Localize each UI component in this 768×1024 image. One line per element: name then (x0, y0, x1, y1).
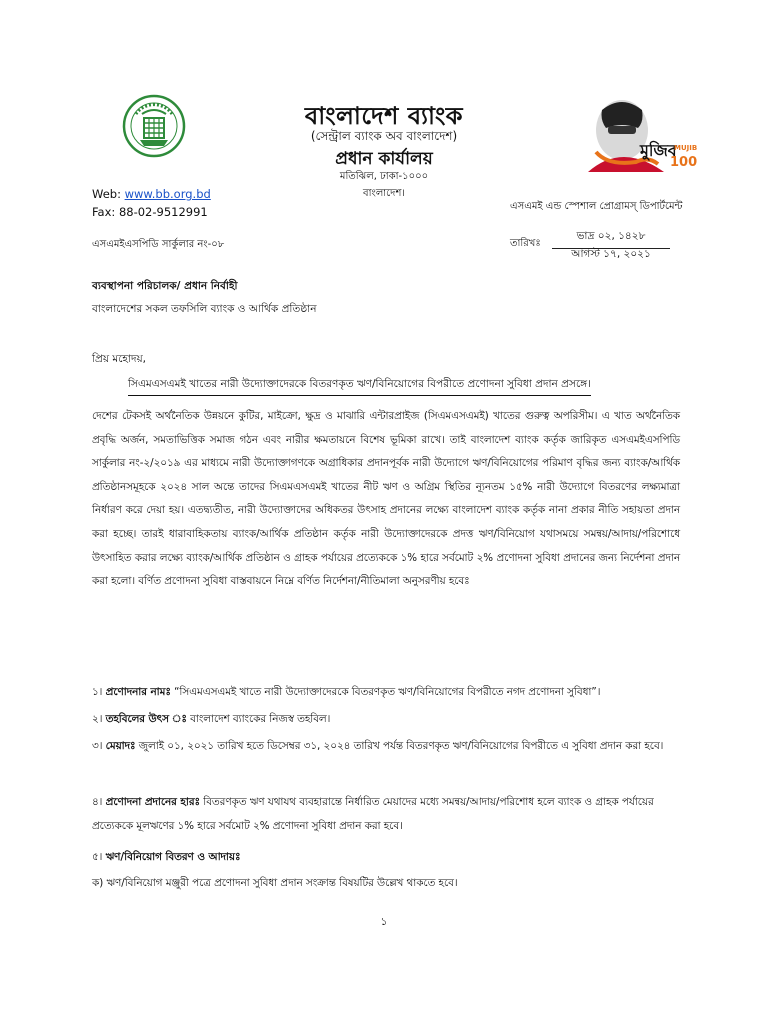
bank-name-title: বাংলাদেশ ব্যাংক (304, 102, 464, 130)
list-item (92, 735, 682, 759)
item-text: জুলাই ০১, ২০২১ তারিখ হতে ডিসেম্বর ৩১, ২০২৪ তারিখ পর্যন্ত বিতরণকৃত ঋণ/বিনিয়োগের বিপরীতে এ সুবিধা প্রদান করা হবে। (135, 740, 664, 752)
list-item (92, 791, 682, 838)
list-item (92, 846, 682, 870)
address-line-2: বাংলাদেশ। (363, 188, 405, 199)
item-label: প্রণোদনা প্রদানের হারঃ (105, 796, 200, 808)
item-label: মেয়াদঃ (105, 740, 136, 752)
salutation: প্রিয় মহোদয়, (92, 353, 147, 365)
body-paragraph: দেশের টেকসই অর্থনৈতিক উন্নয়নে কুটির, মাইক্রো, ক্ষুদ্র ও মাঝারি এন্টারপ্রাইজ (সিএমএসএমই) খাতের গুরুত্ব অপরিসীম। এ খাত অর্থনৈতিক প্রবৃদ্ধি অর্জন, সমতাভিত্তিক সমাজ গঠন এবং নারীর ক্ষমতায়নে বিশেষ ভূমিকা রাখে। তাই বাংলাদেশ ব্যাংক কর্তৃক জারিকৃত এসএমইএসপিডি সার্কুলার নং-২/২০১৯ এর মাধ্যমে নারী উদ্যোক্তাগণকে অগ্রাধিকার প্রদানপূর্বক নারী উদ্যোগে ঋণ/বিনিয়োগের পরিমাণ বৃদ্ধির জন্য ব্যাংক/আর্থিক প্রতিষ্ঠানসমূহকে ২০২৪ সাল অন্তে তাদের সিএমএসএমই খাতের নীট ঋণ ও অগ্রিম স্থিতির ন্যূনতম ১৫% নারী উদ্যোগে বিতরণের লক্ষ্যমাত্রা নির্ধারণ করে দেয়া হয়। এতদ্ব্যতীত, নারী উদ্যোক্তাদের অধিকতর উৎসাহ প্রদানের লক্ষ্যে বাংলাদেশ ব্যাংক কর্তৃক নানা প্রকার নীতি সহায়তা প্রদান করা হচ্ছে। তারই ধারাবাহিকতায় ব্যাংক/আর্থিক প্রতিষ্ঠান কর্তৃক নারী উদ্যোক্তাদেরকে প্রদত্ত ঋণ/বিনিয়োগ যথাসময়ে সমন্বয়/আদায়/পরিশোধে উৎসাহিত করার লক্ষ্যে ব্যাংক/আর্থিক প্রতিষ্ঠান ও গ্রাহক পর্যায়ের প্রত্যেককে ১% হারে সর্বমোট ২% প্রণোদনা সুবিধা প্রদানের জন্য নির্দেশনা প্রদান করা হলো। বর্ণিত প্রণোদনা সুবিধা বাস্তবায়নে নিম্নে বর্ণিত নির্দেশনা/নীতিমালা অনুসরণীয় হবেঃ (92, 410, 680, 588)
item-number: ৫। (92, 851, 103, 863)
list-item (92, 681, 682, 705)
item-text: “সিএমএসএমই খাতে নারী উদ্যোক্তাদেরকে বিতরণকৃত ঋণ/বিনিয়োগের বিপরীতে নগদ প্রণোদনা সুবিধা”। (170, 686, 601, 698)
department-name: এসএমই এন্ড স্পেশাল প্রোগ্রামস্‌ ডিপার্টমেন্ট (510, 201, 683, 212)
svg-text:100: 100 (670, 155, 698, 170)
item-label: প্রণোদনার নামঃ (105, 686, 171, 698)
item-text: ঋণ/বিনিয়োগ মঞ্জুরী পত্রে প্রণোদনা সুবিধা প্রদান সংক্রান্ত বিষয়টির উল্লেখ থাকতে হবে। (106, 877, 458, 889)
item-number: ১। (92, 686, 103, 698)
website-link[interactable]: www.bb.org.bd (124, 187, 211, 201)
bank-name-subtitle: (সেন্ট্রাল ব্যাংক অব বাংলাদেশ) (310, 129, 458, 143)
subject-line: সিএমএসএমই খাতের নারী উদ্যোক্তাদেরকে বিতরণকৃত ঋণ/বিনিয়োগের বিপরীতে প্রণোদনা সুবিধা প্রদান প্রসঙ্গে। (128, 377, 591, 396)
svg-text:মুজিব: মুজিব (640, 141, 677, 160)
item-number: ক) (92, 877, 104, 889)
item-number: ২। (92, 713, 103, 725)
fax-number: Fax: 88-02-9512991 (92, 205, 208, 219)
addressee-title: ব্যবস্থাপনা পরিচালক/ প্রধান নির্বাহী (92, 280, 238, 292)
address-line-1: মতিঝিল, ঢাকা-১০০০ (339, 171, 429, 182)
svg-text:MUJIB: MUJIB (674, 144, 698, 152)
date-label: তারিখঃ (510, 238, 541, 249)
addressee-institutions: বাংলাদেশের সকল তফসিলি ব্যাংক ও আর্থিক প্রতিষ্ঠান (92, 303, 317, 315)
date-english: আগস্ট ১৭, ২০২১ (571, 248, 651, 260)
item-text: বাংলাদেশ ব্যাংকের নিজস্ব তহবিল। (186, 713, 331, 725)
circular-number: এসএমইএসপিডি সার্কুলার নং-০৮ (92, 239, 225, 250)
web-label: Web: (92, 187, 125, 201)
item-label: ঋণ/বিনিয়োগ বিতরণ ও আদায়ঃ (105, 851, 241, 863)
head-office-label: প্রধান কার্যালয় (335, 149, 433, 169)
list-item (92, 708, 682, 732)
item-label: তহবিলের উৎস ঃ (105, 713, 187, 725)
web-line (92, 187, 211, 201)
list-item (92, 872, 682, 896)
item-number: ৩। (92, 740, 103, 752)
item-number: ৪। (92, 796, 103, 808)
date-bangla: ভাদ্র ০২, ১৪২৮ (552, 229, 670, 249)
page-number: ১ (380, 915, 388, 928)
item-text: বিতরণকৃত ঋণ যথাযথ ব্যবহারান্তে নির্ধারিত মেয়াদের মধ্যে সমন্বয়/আদায়/পরিশোধ হলে ব্যাংক ও গ্রাহক পর্যায়ের প্রত্যেককে মূলঋণের ১% হারে সর্বমোট ২% প্রণোদনা সুবিধা প্রদান করা হবে। (92, 796, 654, 832)
